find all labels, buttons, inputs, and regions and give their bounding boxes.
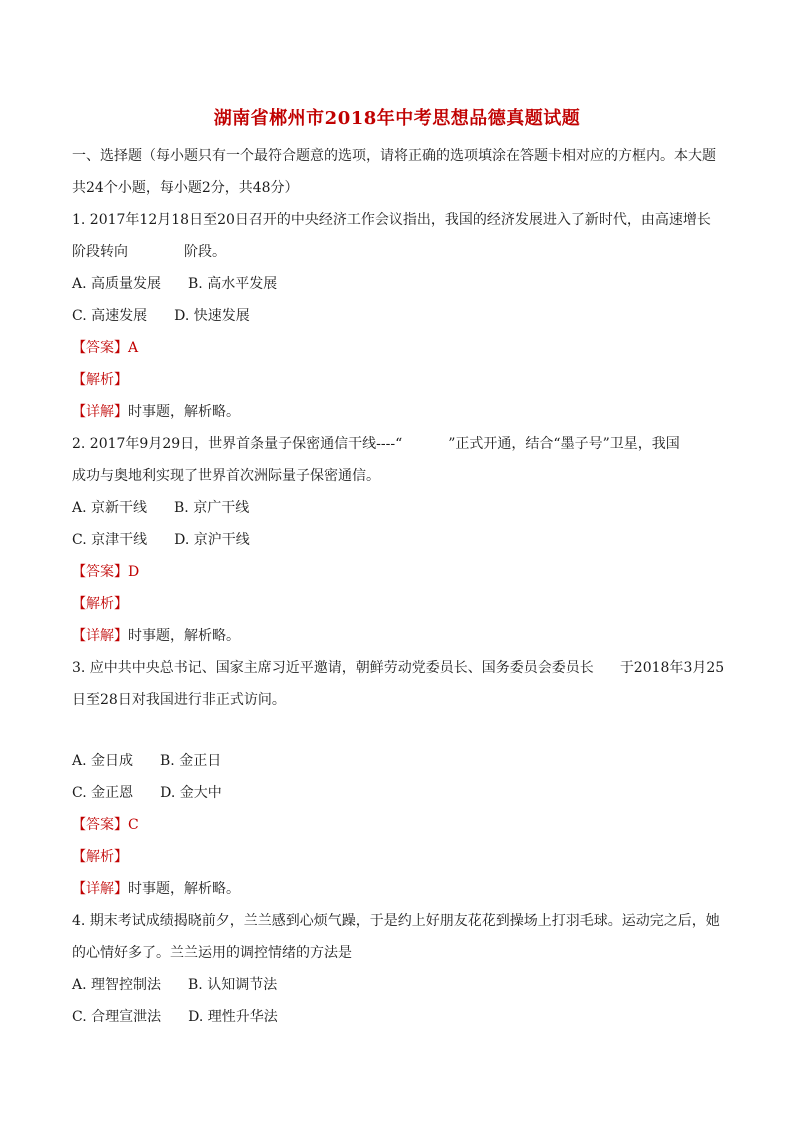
- q1-options-row1: [72, 274, 277, 294]
- q3-option-d: D. 金大中: [160, 785, 222, 801]
- q4-option-a: A. 理智控制法: [72, 977, 162, 993]
- q4-option-c: C. 合理宣泄法: [72, 1009, 162, 1025]
- q2-stem-part-a: 2. 2017年9月29日，世界首条量子保密通信干线----“: [72, 436, 403, 452]
- q2-detail: [72, 626, 240, 646]
- answer-tag: 【答案】: [72, 340, 128, 356]
- q3-analysis-tag: 【解析】: [72, 849, 128, 865]
- answer-tag: 【答案】: [72, 564, 128, 580]
- q3-detail: [72, 879, 240, 899]
- section-instruction-line2: 共24个小题，每小题2分，共48分）: [72, 180, 299, 196]
- document-title: 湖南省郴州市2018年中考思想品德真题试题: [213, 108, 581, 129]
- q3-stem-line1: [72, 658, 724, 678]
- q2-option-c: C. 京津干线: [72, 532, 148, 548]
- q1-stem-part-a: 阶段转向: [72, 244, 128, 260]
- q1-stem-line2: [72, 242, 226, 262]
- q1-option-d: D. 快速发展: [174, 308, 250, 324]
- answer-tag: 【答案】: [72, 817, 128, 833]
- answer-value: D: [128, 564, 140, 580]
- q2-options-row2: [72, 530, 250, 550]
- q4-stem-line1: 4. 期末考试成绩揭晓前夕，兰兰感到心烦气躁，于是约上好朋友花花到操场上打羽毛球。运动完之后，她: [72, 913, 720, 929]
- q2-options-row1: [72, 498, 249, 518]
- detail-text: 时事题，解析略。: [128, 628, 240, 644]
- q3-stem-line2: 日至28日对我国进行非正式访问。: [72, 692, 286, 708]
- answer-value: A: [128, 340, 139, 356]
- q1-option-a: A. 高质量发展: [72, 276, 162, 292]
- q4-option-b: B. 认知调节法: [188, 977, 278, 993]
- q1-options-row2: [72, 306, 250, 326]
- q4-options-row2: [72, 1007, 278, 1027]
- q2-answer: [72, 562, 139, 582]
- q2-option-b: B. 京广干线: [174, 500, 250, 516]
- q3-option-c: C. 金正恩: [72, 785, 134, 801]
- detail-tag: 【详解】: [72, 881, 128, 897]
- q4-option-d: D. 理性升华法: [188, 1009, 278, 1025]
- q1-option-b: B. 高水平发展: [188, 276, 278, 292]
- q2-analysis-tag: 【解析】: [72, 596, 128, 612]
- q3-option-b: B. 金正日: [160, 753, 222, 769]
- q1-stem-line1: 1. 2017年12月18日至20日召开的中央经济工作会议指出，我国的经济发展进入了新时代，由高速增长: [72, 212, 711, 228]
- q3-options-row1: [72, 751, 221, 771]
- q2-option-d: D. 京沪干线: [174, 532, 250, 548]
- q1-analysis-tag: 【解析】: [72, 372, 128, 388]
- q1-answer: [72, 338, 138, 358]
- q3-answer: [72, 815, 139, 835]
- detail-tag: 【详解】: [72, 628, 128, 644]
- q1-detail: [72, 402, 240, 422]
- q1-option-c: C. 高速发展: [72, 308, 148, 324]
- q3-stem-part-b: 于2018年3月25: [619, 660, 725, 676]
- section-instruction-line1: 一、选择题（每小题只有一个最符合题意的选项，请将正确的选项填涂在答题卡相对应的方框内。本大题: [72, 148, 716, 164]
- q3-option-a: A. 金日成: [72, 753, 134, 769]
- q4-options-row1: [72, 975, 277, 995]
- q2-stem-line1: [72, 434, 680, 454]
- detail-text: 时事题，解析略。: [128, 881, 240, 897]
- q1-stem-part-b: 阶段。: [184, 244, 226, 260]
- q2-stem-line2: 成功与奥地利实现了世界首次洲际量子保密通信。: [72, 468, 380, 484]
- q3-options-row2: [72, 783, 222, 803]
- detail-text: 时事题，解析略。: [128, 404, 240, 420]
- detail-tag: 【详解】: [72, 404, 128, 420]
- answer-value: C: [128, 817, 139, 833]
- q4-stem-line2: 的心情好多了。兰兰运用的调控情绪的方法是: [72, 945, 352, 961]
- q2-option-a: A. 京新干线: [72, 500, 148, 516]
- q3-stem-part-a: 3. 应中共中央总书记、国家主席习近平邀请，朝鲜劳动党委员长、国务委员会委员长: [72, 660, 594, 676]
- q2-stem-part-b: ”正式开通，结合“墨子号”卫星，我国: [448, 436, 680, 452]
